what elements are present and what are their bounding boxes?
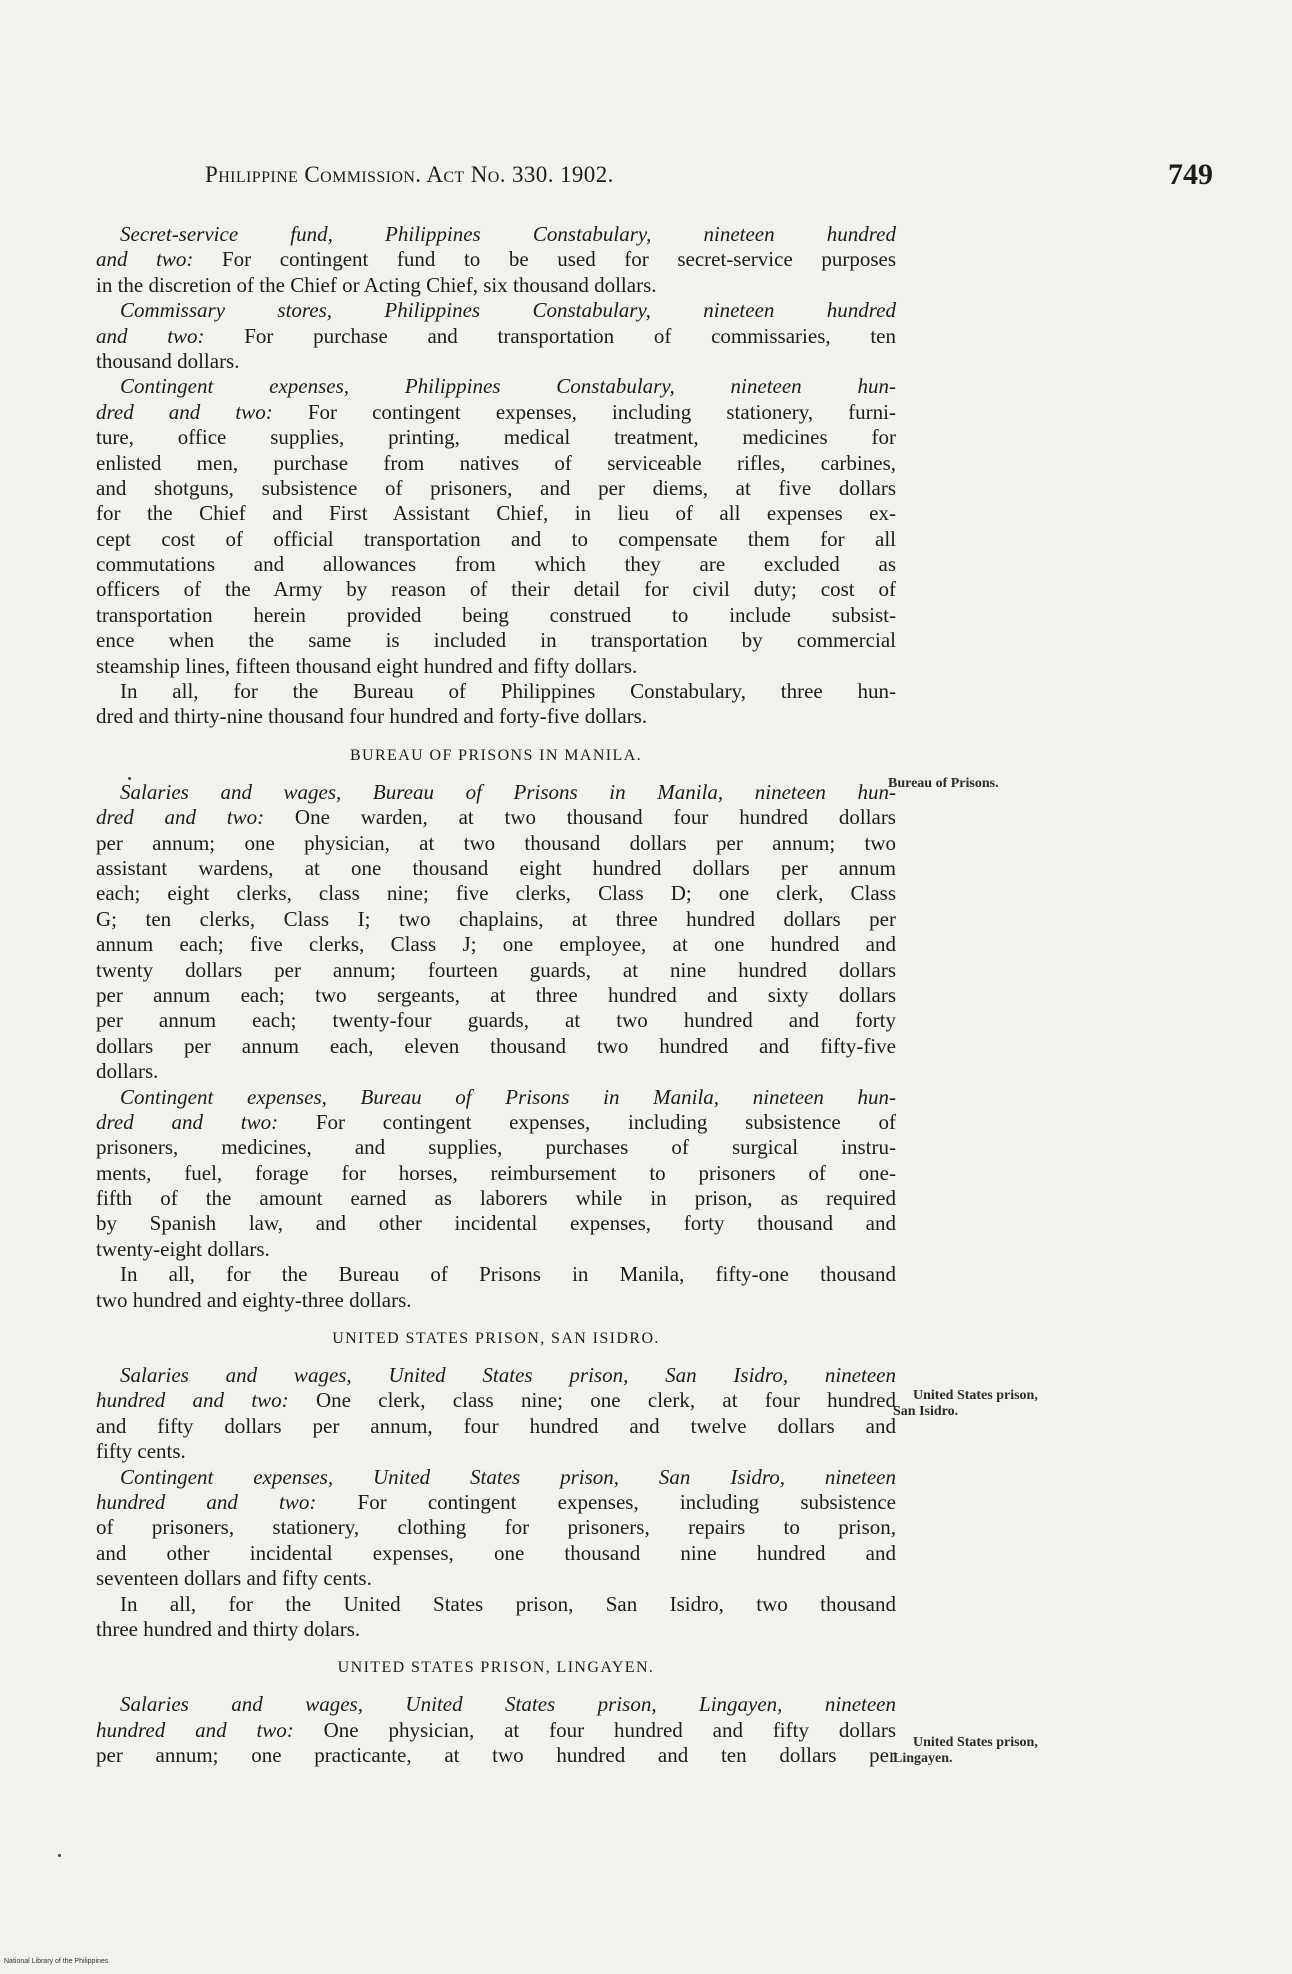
- text-line: enlisted men, purchase from natives of serviceable rifles, carbines,: [96, 450, 896, 475]
- text-line: by Spanish law, and other incidental expenses, forty thousand and: [96, 1211, 896, 1236]
- text-line: hundred and two: One clerk, class nine; one clerk, at four hundred: [96, 1388, 896, 1413]
- text-line: Salaries and wages, Bureau of Prisons in Manila, nineteen hun-: [120, 779, 896, 804]
- text-line: thousand dollars.: [96, 348, 240, 373]
- text-line: Commissary stores, Philippines Constabulary, nineteen hundred: [120, 298, 896, 323]
- margin-note-bureau-of-prisons: Bureau of Prisons.: [888, 776, 999, 791]
- text-line: dred and two: For contingent expenses, including stationery, furni-: [96, 399, 896, 424]
- section-heading: UNITED STATES PRISON, SAN ISIDRO.: [332, 1330, 660, 1348]
- text-line: dollars.: [96, 1059, 159, 1084]
- margin-note-san-isidro: United States prison, San Isidro.: [893, 1388, 1038, 1419]
- text-line: per annum each; twenty-four guards, at two hundred and forty: [96, 1008, 896, 1033]
- print-speck: [58, 1854, 61, 1857]
- text-line: and two: For contingent fund to be used for secret-service purposes: [96, 247, 896, 272]
- text-line: Contingent expenses, Bureau of Prisons in Manila, nineteen hun-: [120, 1084, 896, 1109]
- text-line: per annum; one practicante, at two hundred and ten dollars per: [96, 1743, 896, 1768]
- text-line: Salaries and wages, United States prison, San Isidro, nineteen: [120, 1363, 896, 1388]
- running-head: [0, 158, 1292, 198]
- text-line: each; eight clerks, class nine; five clerks, Class D; one clerk, Class: [96, 881, 896, 906]
- text-line: hundred and two: For contingent expenses, including subsistence: [96, 1489, 896, 1514]
- text-line: for the Chief and First Assistant Chief, in lieu of all expenses ex-: [96, 501, 896, 526]
- text-line: and other incidental expenses, one thousand nine hundred and: [96, 1540, 896, 1565]
- text-line: seventeen dollars and fifty cents.: [96, 1566, 372, 1591]
- text-line: dred and two: For contingent expenses, including subsistence of: [96, 1109, 896, 1134]
- text-line: per annum; one physician, at two thousand dollars per annum; two: [96, 830, 896, 855]
- body-text: [96, 222, 896, 1768]
- text-line: ture, office supplies, printing, medical treatment, medicines for: [96, 425, 896, 450]
- text-line: annum each; five clerks, Class J; one employee, at one hundred and: [96, 932, 896, 957]
- margin-note-lingayen: United States prison, Lingayen.: [893, 1735, 1038, 1766]
- section-heading: UNITED STATES PRISON, LINGAYEN.: [337, 1659, 655, 1677]
- print-speck: [128, 777, 131, 780]
- text-line: ence when the same is included in transportation by commercial: [96, 628, 896, 653]
- text-line: and shotguns, subsistence of prisoners, and per diems, at five dollars: [96, 475, 896, 500]
- text-line: of prisoners, stationery, clothing for prisoners, repairs to prison,: [96, 1515, 896, 1540]
- text-line: assistant wardens, at one thousand eight hundred dollars per annum: [96, 855, 896, 880]
- text-line: dred and two: One warden, at two thousand four hundred dollars: [96, 805, 896, 830]
- text-line: Contingent expenses, Philippines Constabulary, nineteen hun-: [120, 374, 896, 399]
- text-line: Contingent expenses, United States prison, San Isidro, nineteen: [120, 1464, 896, 1489]
- text-line: fifth of the amount earned as laborers while in prison, as required: [96, 1186, 896, 1211]
- text-line: officers of the Army by reason of their detail for civil duty; cost of: [96, 577, 896, 602]
- scan-footer: National Library of the Philippines: [4, 1958, 109, 1965]
- text-line: Salaries and wages, United States prison, Lingayen, nineteen: [120, 1692, 896, 1717]
- text-line: dollars per annum each, eleven thousand two hundred and fifty-five: [96, 1033, 896, 1058]
- text-line: and fifty dollars per annum, four hundred and twelve dollars and: [96, 1413, 896, 1438]
- text-line: G; ten clerks, Class I; two chaplains, at three hundred dollars per: [96, 906, 896, 931]
- text-line: Secret-service fund, Philippines Constabulary, nineteen hundred: [120, 222, 896, 246]
- text-line: transportation herein provided being construed to include subsist-: [96, 602, 896, 627]
- text-line: In all, for the Bureau of Philippines Constabulary, three hun-: [120, 679, 896, 704]
- text-line: prisoners, medicines, and supplies, purchases of surgical instru-: [96, 1135, 896, 1160]
- text-line: three hundred and thirty dolars.: [96, 1616, 361, 1641]
- text-line: In all, for the Bureau of Prisons in Manila, fifty-one thousand: [120, 1262, 896, 1287]
- text-line: cept cost of official transportation and to compensate them for all: [96, 526, 896, 551]
- text-line: twenty-eight dollars.: [96, 1236, 270, 1261]
- page-number: 749: [1168, 158, 1213, 191]
- text-line: twenty dollars per annum; fourteen guards, at nine hundred dollars: [96, 957, 896, 982]
- running-head-title: Philippine Commission. Act No. 330. 1902.: [205, 162, 614, 187]
- text-line: ments, fuel, forage for horses, reimbursement to prisoners of one-: [96, 1160, 896, 1185]
- section-heading: BUREAU OF PRISONS IN MANILA.: [349, 746, 643, 764]
- text-line: and two: For purchase and transportation of commissaries, ten: [96, 323, 896, 348]
- text-line: per annum each; two sergeants, at three hundred and sixty dollars: [96, 982, 896, 1007]
- text-line: in the discretion of the Chief or Acting Chief, six thousand dollars.: [96, 272, 657, 297]
- text-line: commutations and allowances from which they are excluded as: [96, 552, 896, 577]
- text-line: two hundred and eighty-three dollars.: [96, 1287, 412, 1312]
- text-line: fifty cents.: [96, 1439, 186, 1464]
- text-line: In all, for the United States prison, San Isidro, two thousand: [120, 1591, 896, 1616]
- text-line: steamship lines, fifteen thousand eight hundred and fifty dollars.: [96, 653, 638, 678]
- text-line: dred and thirty-nine thousand four hundred and forty-five dollars.: [96, 704, 648, 729]
- text-line: hundred and two: One physician, at four hundred and fifty dollars: [96, 1717, 896, 1742]
